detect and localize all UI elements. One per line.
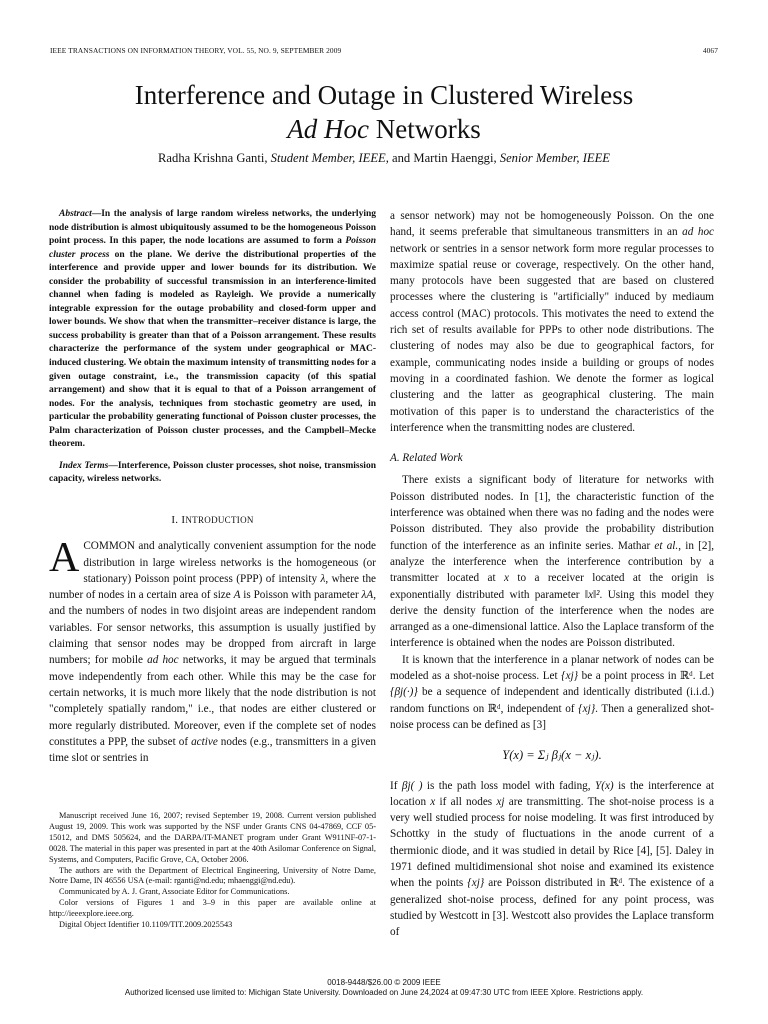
- shot-noise-equation: Y(x) = Σⱼ βⱼ(x − xⱼ).: [502, 748, 602, 763]
- running-head: [50, 46, 718, 55]
- license-line: Authorized licensed use limited to: Michigan State University. Downloaded on June 24,2024 at 09:47:30 UTC from IEEE Xplore. Restrictions apply.: [124, 988, 644, 997]
- title-line-1: Interference and Outage in Clustered Wireless: [134, 80, 634, 110]
- copyright-line: 0018-9448/$26.00 © 2009 IEEE: [327, 978, 441, 987]
- title-rest: Networks: [369, 114, 481, 144]
- right-paragraph-1: a sensor network) may not be homogeneously Poisson. On the one hand, it seems preferable that simultaneous transmitters in an ad hoc network or sentries in a sensor network form more regular processes to maximize spatial reuse or coverage, respectively. On the other hand, many protocols have been suggested that are based on clustered processes where the clustering is "artificially" induced by mediaum access control (MAC) protocols. This motivates the need to extend the rich set of results available for PPPs to other node distributions. The clustering of nodes may also be due to geographical factors, for example, communicating nodes inside a building or groups of nodes moving in a coordinated fashion. We denote the former as logical clustering and the latter as geographical clustering. The main motivation of this paper is to understand the characteristics of the interference when the transmitting nodes are clustered.: [390, 210, 714, 434]
- paper-title: [20, 78, 748, 146]
- related-work-paragraph-3: If βj( ) is the path loss model with fading, Y(x) is the interference at location x if all nodes xj are transmitting. The shot-noise process is a very well studied process for noise modeling. It was first introduced by Schottky in the study of fluctuations in the anode current of a thermionic diode, and it was studied in detail by Rice [4], [5]. Daley in 1971 defined multidimensional shot noise and examined its existence when the points {xj} are Poisson distributed in ℝᵈ. The existence of a generalized shot-noise process, defined for any point process, was studied by Westcott in [3]. Westcott also provides the Laplace transform of: [390, 779, 714, 939]
- page-number: 4067: [702, 46, 718, 55]
- title-line-2: [20, 112, 748, 146]
- author-line: [20, 151, 748, 166]
- title-italic: Ad Hoc: [287, 114, 369, 144]
- author-1: Radha Krishna Ganti,: [158, 151, 268, 165]
- author-2-role: Senior Member, IEEE: [499, 151, 610, 165]
- journal-name: IEEE TRANSACTIONS ON INFORMATION THEORY, VOL. 55, NO. 9, SEPTEMBER 2009: [50, 46, 342, 55]
- subsection-heading-related-work: A. Related Work: [390, 452, 463, 465]
- related-work-paragraph-1: There exists a significant body of literature for networks with Poisson distributed nodes. In [1], the characteristic function of the interference was obtained when there was no fading and the nodes were Poisson distributed. They also provide the probability distribution function of the interference as an infinite series. Mathar et al., in [2], analyze the interference when the interference contribution by a transmitter located at x to a receiver located at the origin is exponentially distributed with parameter ‖x‖². Using this model they derive the density function of the interference when the nodes are arranged as a one-dimensional lattice. Also the Laplace transform of the interference is obtained when the nodes are Poisson distributed.: [390, 474, 715, 650]
- index-terms-label: Index Terms: [59, 460, 109, 471]
- related-work-paragraph-2: It is known that the interference in a planar network of nodes can be modeled as a shot-noise process. Let {xj} be a point process in ℝᵈ. Let {βj(·)} be a sequence of independent and identically distributed (i.i.d.) random functions on ℝᵈ, independent of {xj}. Then a generalized shot-noise process can be defined as [3]: [390, 653, 715, 731]
- page-footer: [0, 978, 768, 998]
- right-column: [390, 208, 714, 940]
- author-1-role: Student Member, IEEE,: [270, 151, 389, 165]
- intro-paragraph: A COMMON and analytically convenient assumption for the node distribution in large wireless networks is the homogeneous (or stationary) Poisson point process (PPP) of intensity λ, where the number of nodes in a certain area of size A is Poisson with parameter λA, and the numbers of nodes in two disjoint areas are independent random variables. For sensor networks, this assumption is usually justified by claiming that sensor nodes may be dropped from aircraft in large numbers; for mobile ad hoc networks, it may be argued that terminals move independently from each other. While this may be the case for certain networks, it is much more likely that the node distribution is not "completely spatially random," i.e., that nodes are either clustered or more regularly distributed. Moreover, even if the complete set of nodes constitutes a PPP, the subset of active nodes (e.g., transmitters in a given time slot or sentries in: [49, 535, 377, 765]
- footnote-doi: Digital Object Identifier 10.1109/TIT.2009.2025543: [59, 920, 233, 930]
- footnote-color: Color versions of Figures 1 and 3–9 in this paper are available online at http://ieeexplore.ieee.org.: [49, 898, 376, 919]
- footnote-manuscript: Manuscript received June 16, 2007; revised September 19, 2008. Current version published August 19, 2009. This work was supported by the NSF under Grants CNS 04-47869, CCF 05-15012, and DMS 505624, and the DARPA/IT-MANET program under Grant W911NF-07-1-0028. The material in this paper was presented in part at the 40th Asilomar Conference on Signal, Systems, and Computers, Pacific Grove, CA, October 2006.: [49, 811, 376, 864]
- left-column: [49, 208, 376, 766]
- section-heading-introduction: I. INTRODUCTION: [171, 513, 254, 526]
- footnote-affiliation: The authors are with the Department of Electrical Engineering, University of Notre Dame, Notre Dame, IN 46556 USA (e-mail: rganti@nd.edu; mhaenggi@nd.edu).: [49, 865, 376, 886]
- abstract: Abstract—In the analysis of large random wireless networks, the underlying node distribution is almost ubiquitously assumed to be the homogeneous Poisson point process. In this paper, the node locations are assumed to form a Poisson cluster process on the plane. We derive the distributional properties of the interference and provide upper and lower bounds for its distribution. We consider the probability of successful transmission in an interference-limited channel when fading is modeled as Rayleigh. We provide a numerically integrable expression for the outage probability and closed-form upper and lower bounds. We show that when the transmitter–receiver distance is large, the success probability is greater than that of a Poisson arrangement. These results characterize the performance of the system under geographical or MAC-induced clustering. We obtain the maximum intensity of transmitting nodes for a given outage constraint, i.e., the transmission capacity (of this spatial arrangement) and show that it is equal to that of a Poisson arrangement of nodes. For the analysis, techniques from stochastic geometry are used, in particular the probability generating functional of Poisson cluster processes, the Palm characterization of Poisson cluster processes, and the Campbell–Mecke theorem.: [49, 209, 376, 450]
- index-terms: Index Terms—Interference, Poisson cluster processes, shot noise, transmission capacity, wireless networks.: [49, 460, 376, 485]
- footnotes: [49, 811, 376, 931]
- author-2: Martin Haenggi,: [413, 151, 497, 165]
- footnote-editor: Communicated by A. J. Grant, Associate Editor for Communications.: [59, 887, 290, 897]
- author-and: and: [392, 151, 411, 165]
- abstract-label: Abstract: [59, 209, 92, 219]
- drop-cap: A: [49, 535, 80, 582]
